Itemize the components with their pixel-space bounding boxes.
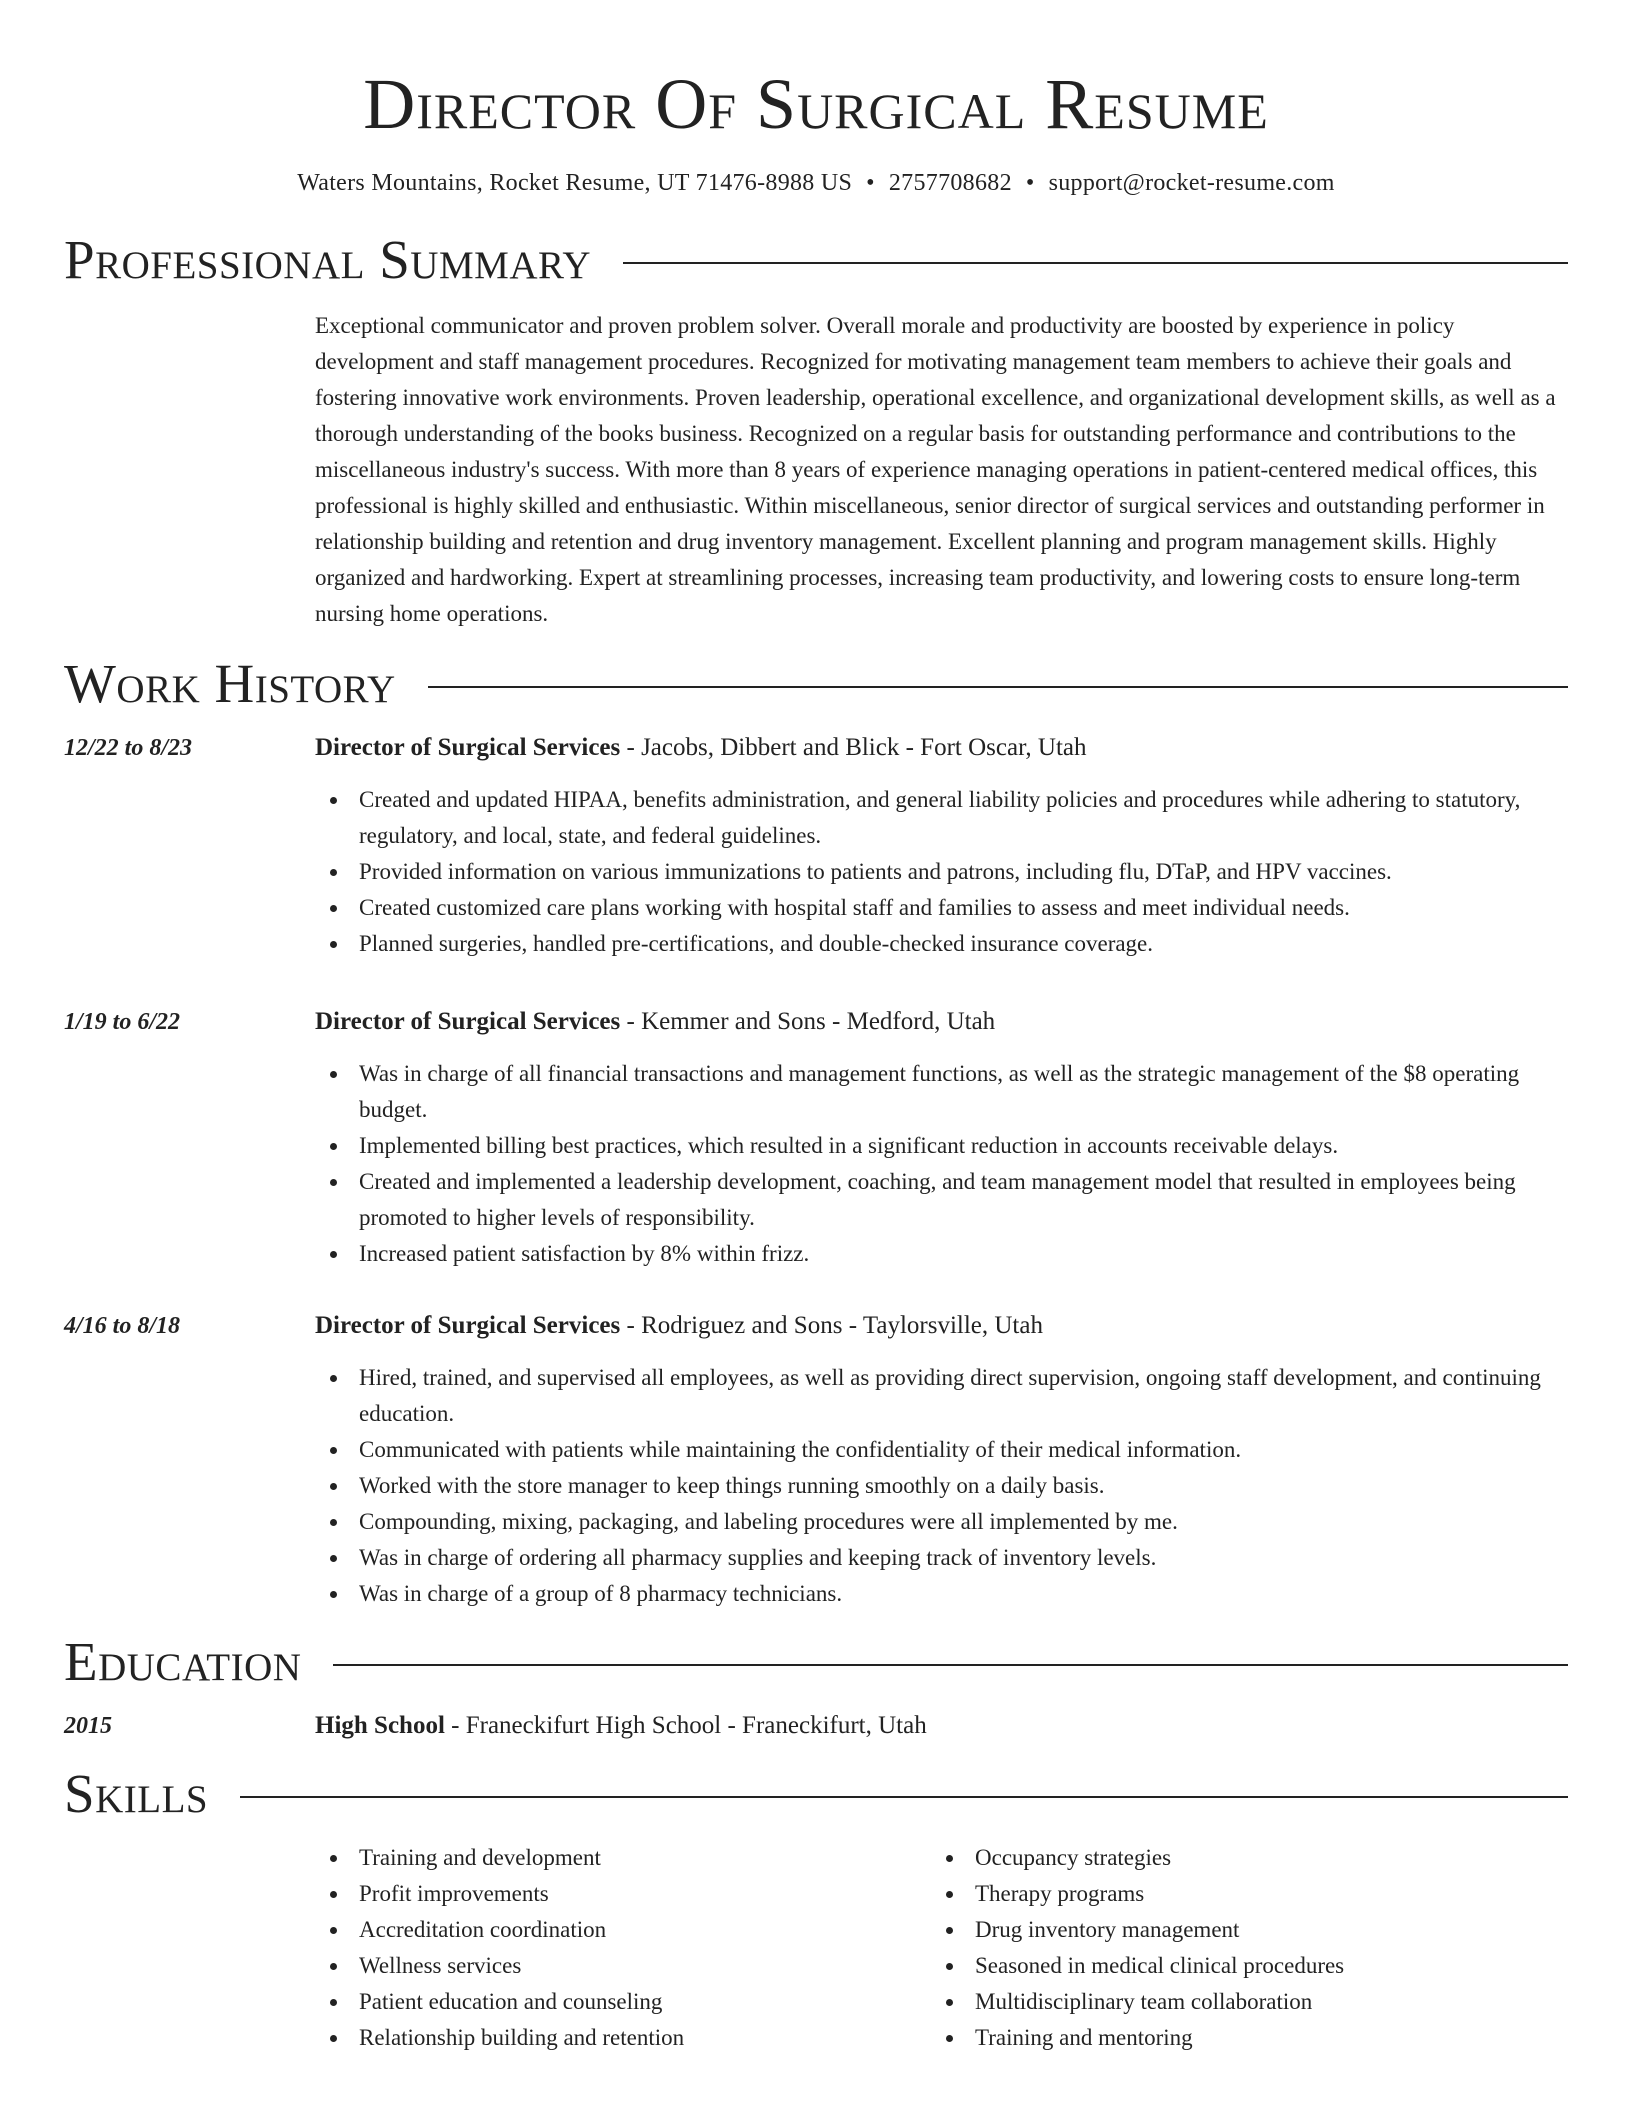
work-section-header [64,652,1568,716]
job-entry [64,1006,1568,1272]
education-body [315,1710,1568,1742]
job-body [315,732,1568,962]
skill-item: Therapy programs [931,1876,1547,1912]
job-heading [315,1310,1568,1342]
job-heading [315,732,1568,764]
skill-item: Training and development [315,1840,931,1876]
job-bullet: Communicated with patients while maintaining the confidentiality of their medical information. [315,1432,1568,1468]
skill-item: Profit improvements [315,1876,931,1912]
job-entry [64,1310,1568,1612]
job-body [315,1006,1568,1272]
job-title: Director of Surgical Services [315,734,621,761]
job-dates: 12/22 to 8/23 [64,735,193,761]
job-body [315,1310,1568,1612]
skill-item: Relationship building and retention [315,2020,931,2056]
section-divider [623,262,1568,264]
job-bullet: Worked with the store manager to keep things running smoothly on a daily basis. [315,1468,1568,1504]
job-bullet: Created and implemented a leadership development, coaching, and team management model that resulted in employees being promoted to higher levels of responsibility. [315,1164,1568,1236]
job-title: Director of Surgical Services [315,1312,621,1339]
resume-title: Director Of Surgical Resume [363,64,1269,144]
education-entry [64,1710,1568,1742]
skill-item: Patient education and counseling [315,1984,931,2020]
job-title: Director of Surgical Services [315,1008,621,1035]
skill-item: Occupancy strategies [931,1840,1547,1876]
job-company-location: - Rodriguez and Sons - Taylorsville, Utah [620,1312,1043,1339]
contact-line [64,168,1568,198]
summary-heading: Professional Summary [64,229,592,290]
summary-text: Exceptional communicator and proven problem solver. Overall morale and productivity are boosted by experience in policy development and staff management procedures. Recognized for motivating management team members to achieve their goals and fostering innovative work environments. Proven leadership, operational excellence, and organizational development skills, as well as a thorough understanding of the books business. Recognized on a regular basis for outstanding performance and contributions to the miscellaneous industry's success. With more than 8 years of experience managing operations in patient-centered medical offices, this professional is highly skilled and enthusiastic. Within miscellaneous, senior director of surgical services and outstanding performer in relationship building and retention and drug inventory management. Excellent planning and program management skills. Highly organized and hardworking. Expert at streamlining processes, increasing team productivity, and lowering costs to ensure long-term nursing home operations. [315,313,1556,626]
job-bullet: Created customized care plans working with hospital staff and families to assess and meet individual needs. [315,890,1568,926]
skill-item: Drug inventory management [931,1912,1547,1948]
education-degree: High School [315,1712,445,1739]
contact-separator: • [866,170,875,196]
job-dates: 1/19 to 6/22 [64,1009,181,1035]
skill-item: Multidisciplinary team collaboration [931,1984,1547,2020]
education-heading-line [315,1710,1568,1742]
job-bullets [315,1360,1568,1612]
job-entry [64,732,1568,962]
education-school-location: - Franeckifurt High School - Franeckifurt, Utah [444,1712,927,1739]
job-bullet: Increased patient satisfaction by 8% within frizz. [315,1236,1568,1272]
job-bullet: Was in charge of all financial transactions and management functions, as well as the strategic management of the $8 operating budget. [315,1056,1568,1128]
skills-section-header [64,1762,1568,1826]
section-divider [333,1664,1568,1666]
work-history-list [64,732,1568,1612]
skill-item: Training and mentoring [931,2020,1547,2056]
job-bullets [315,1056,1568,1272]
skill-item: Seasoned in medical clinical procedures [931,1948,1547,1984]
job-bullet: Created and updated HIPAA, benefits administration, and general liability policies and procedures while adhering to statutory, regulatory, and local, state, and federal guidelines. [315,782,1568,854]
job-bullet: Was in charge of a group of 8 pharmacy technicians. [315,1576,1568,1612]
contact-phone: 2757708682 [888,170,1012,196]
section-divider [428,686,1568,688]
skills-columns [315,1840,1568,2056]
skills-heading: Skills [64,1763,209,1824]
job-company-location: - Kemmer and Sons - Medford, Utah [620,1008,996,1035]
work-heading: Work History [64,653,396,714]
job-company-location: - Jacobs, Dibbert and Blick - Fort Oscar, Utah [620,734,1087,761]
job-bullet: Planned surgeries, handled pre-certifications, and double-checked insurance coverage. [315,926,1568,962]
job-bullet: Provided information on various immunizations to patients and patrons, including flu, DTaP, and HPV vaccines. [315,854,1568,890]
contact-separator: • [1025,170,1035,196]
job-dates: 4/16 to 8/18 [64,1313,181,1339]
section-divider [240,1796,1568,1798]
skill-item: Wellness services [315,1948,931,1984]
education-year: 2015 [64,1713,112,1739]
skills-list-right [931,1840,1547,2056]
skill-item: Accreditation coordination [315,1912,931,1948]
contact-address: Waters Mountains, Rocket Resume, UT 71476-8988 US [297,170,853,196]
job-bullet: Hired, trained, and supervised all employees, as well as providing direct supervision, ongoing staff development, and continuing education. [315,1360,1568,1432]
contact-email: support@rocket-resume.com [1048,170,1335,196]
job-bullet: Compounding, mixing, packaging, and labeling procedures were all implemented by me. [315,1504,1568,1540]
job-bullets [315,782,1568,962]
skills-list-left [315,1840,931,2056]
job-bullet: Was in charge of ordering all pharmacy supplies and keeping track of inventory levels. [315,1540,1568,1576]
job-bullet: Implemented billing best practices, which resulted in a significant reduction in accounts receivable delays. [315,1128,1568,1164]
education-heading: Education [64,1631,302,1692]
education-list [64,1710,1568,1742]
education-section-header [64,1630,1568,1694]
job-heading [315,1006,1568,1038]
summary-section-header [64,228,1568,292]
